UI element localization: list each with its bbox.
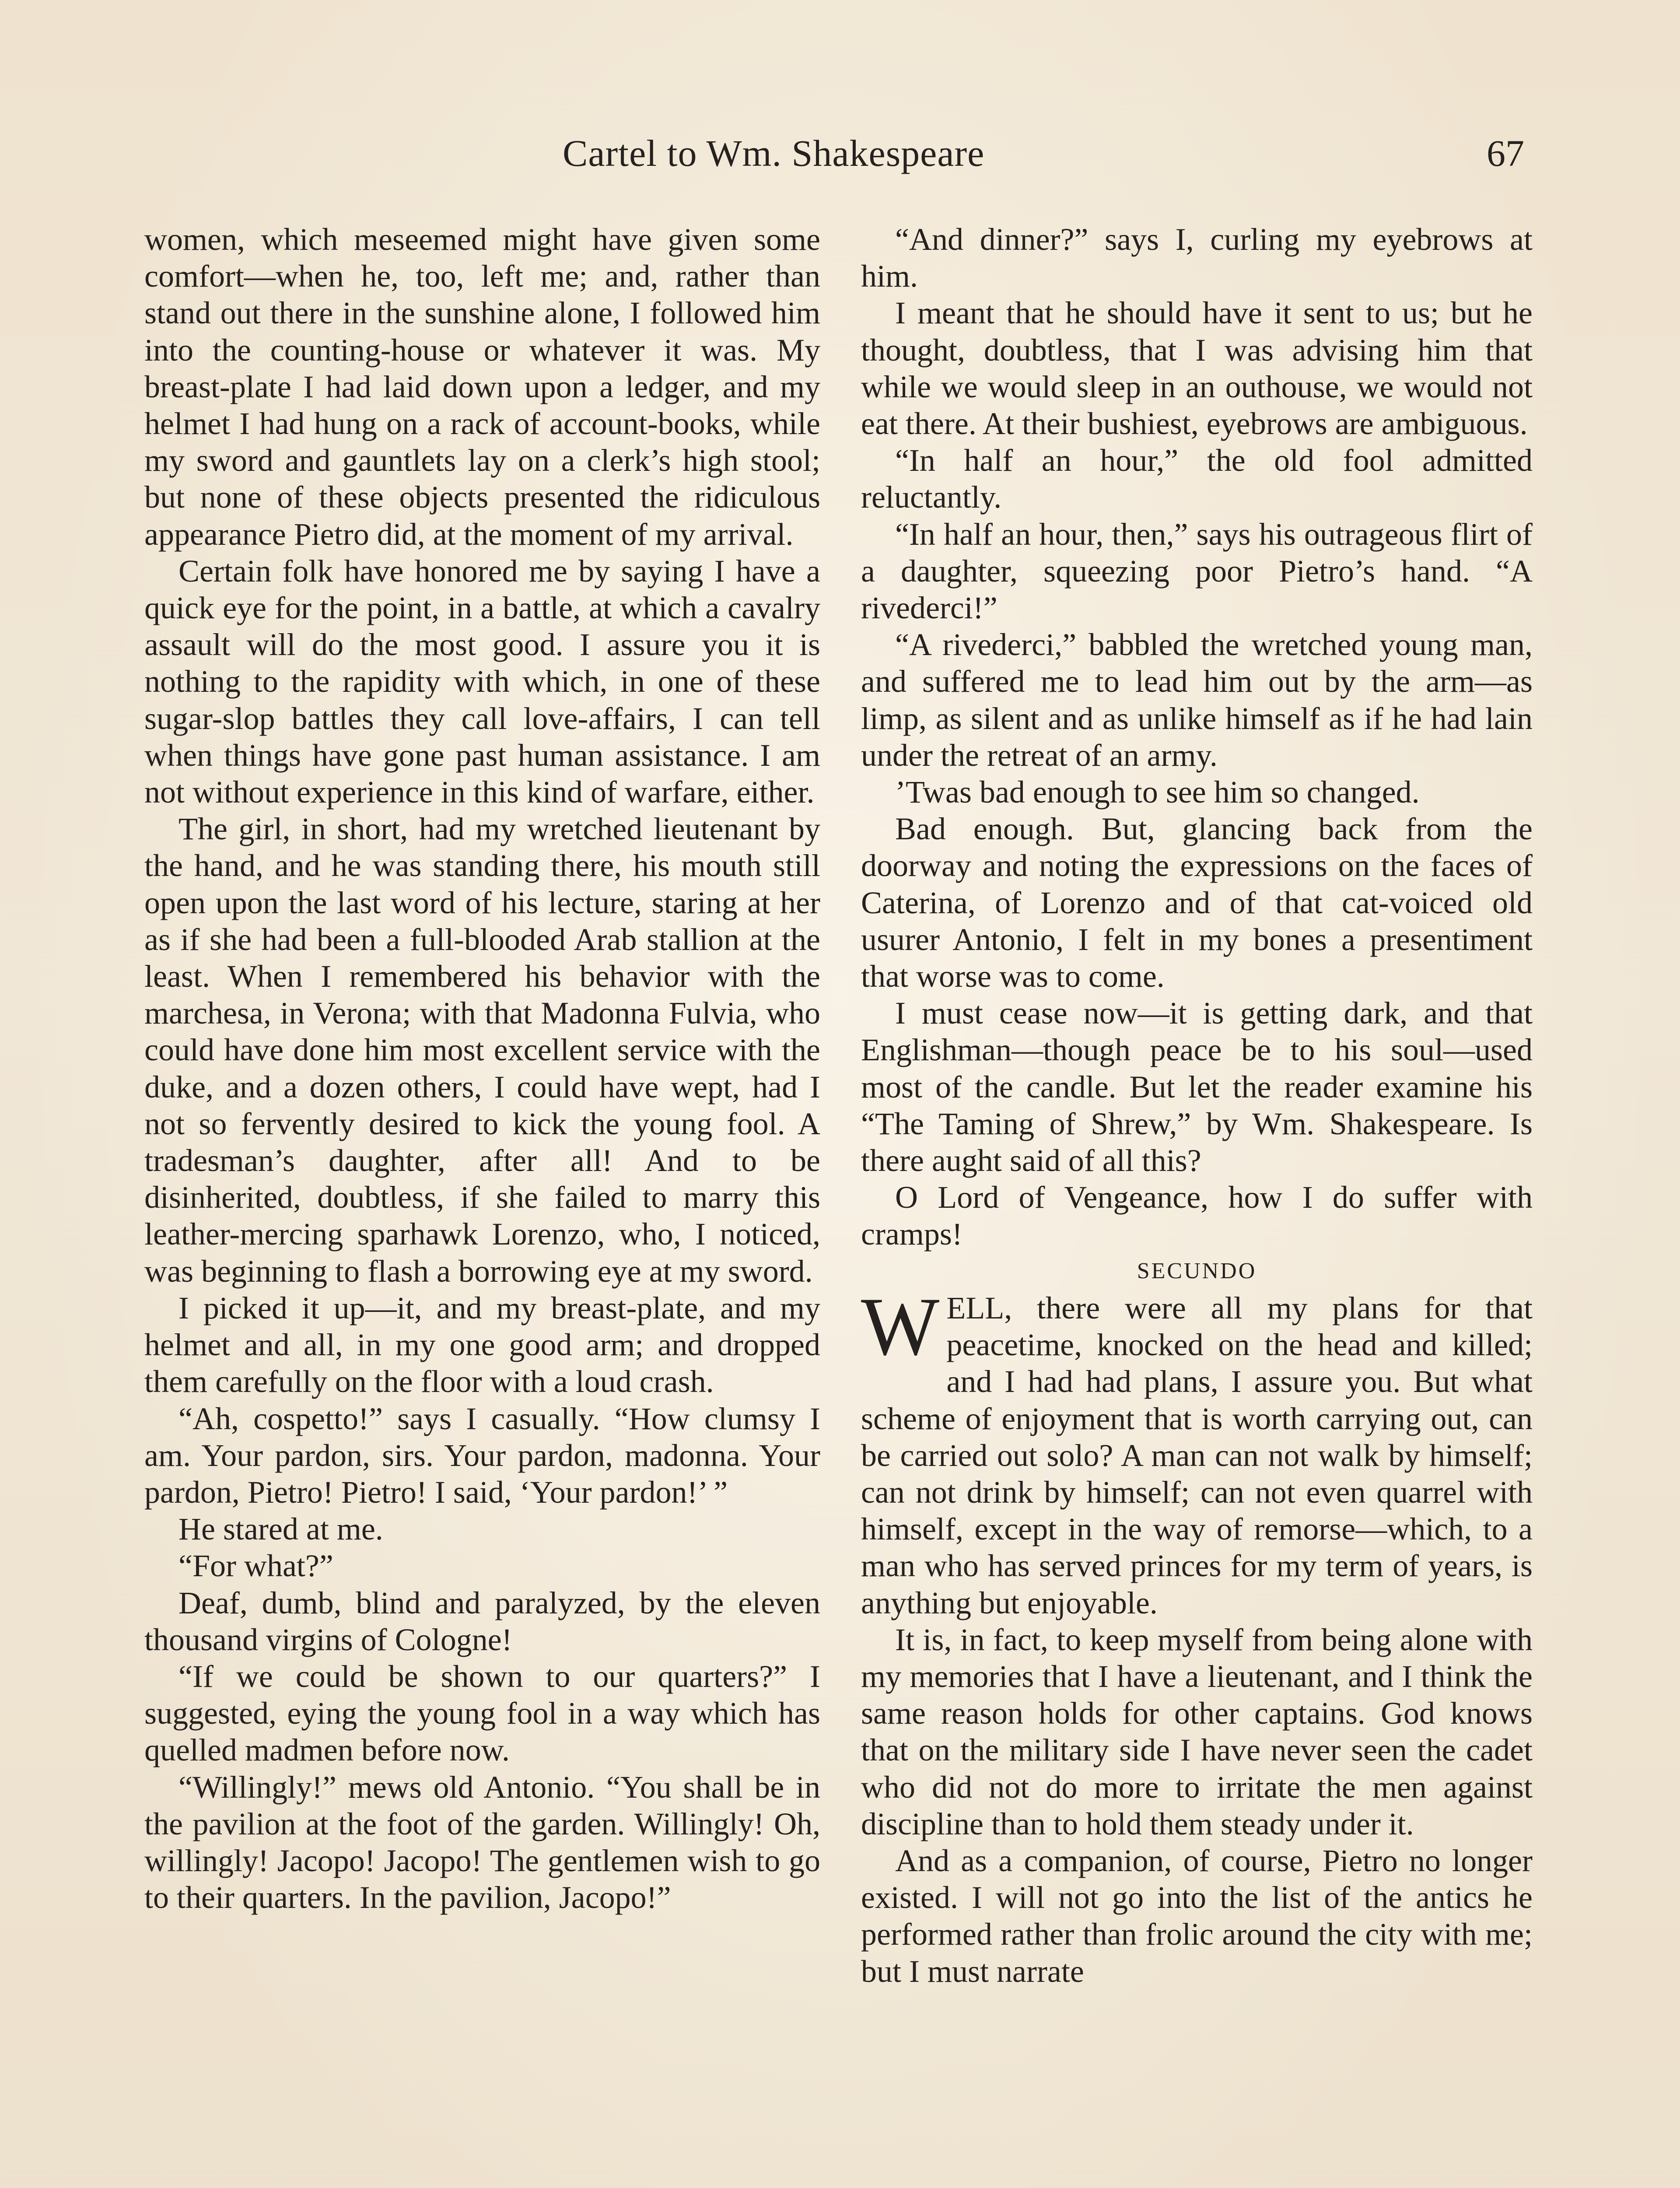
paragraph: “Ah, cospetto!” says I casually. “How clumsy I am. Your pardon, sirs. Your pardon, madonna. Your pardon, Pietro! Pietro! I said, ‘Your pardon!’ ” (144, 1401, 820, 1510)
paragraph: “In half an hour, then,” says his outrageous flirt of a daughter, squeezing poor Pietro’s hand. “A rivederci!” (861, 516, 1533, 626)
paragraph-with-drop-cap (861, 1280, 1533, 1621)
paragraph: It is, in fact, to keep myself from being alone with my memories that I have a lieutenant, and I think the same reason holds for other captains. God knows that on the military side I have never seen the cadet who did not do more to irritate the men against discipline than to hold them steady under it. (861, 1622, 1533, 1841)
paragraph: “In half an hour,” the old fool admitted reluctantly. (861, 443, 1533, 515)
right-text-column (861, 221, 1533, 1990)
paragraph: Deaf, dumb, blind and paralyzed, by the eleven thousand virgins of Cologne! (144, 1585, 820, 1657)
left-text-column (144, 221, 820, 1916)
paragraph: I meant that he should have it sent to us; but he thought, doubtless, that I was advising him that while we would sleep in an outhouse, we would not eat there. At their bushiest, eyebrows are ambiguous. (861, 295, 1533, 442)
paragraph: “Willingly!” mews old Antonio. “You shall be in the pavilion at the foot of the garden. Willingly! Oh, willingly! Jacopo! Jacopo! The gentlemen wish to go to their quarters. In the pavilion, Jacopo!” (144, 1769, 820, 1915)
paragraph: “For what?” (178, 1548, 333, 1584)
paragraph: women, which meseemed might have given some comfort—when he, too, left me; and, rather than stand out there in the sunshine alone, I followed him into the counting-house or whatever it was. My breast-plate I had laid down upon a ledger, and my helmet I had hung on a rack of account-books, while my sword and gauntlets lay on a clerk’s high stool; but none of these objects presented the ridiculous appearance Pietro did, at the moment of my arrival. (144, 222, 820, 552)
paragraph: “And dinner?” says I, curling my eyebrows at him. (861, 222, 1533, 294)
drop-cap: W (861, 1280, 940, 1373)
paragraph: “A rivederci,” babbled the wretched young man, and suffered me to lead him out by the arm—as limp, as silent and as unlike himself as if he had lain under the retreat of an army. (861, 627, 1533, 773)
paragraph: Bad enough. But, glancing back from the doorway and noting the expressions on the faces of Caterina, of Lorenzo and of that cat-voiced old usurer Antonio, I felt in my bones a presentiment that worse was to come. (861, 811, 1533, 994)
section-heading: SECUNDO (1137, 1258, 1257, 1283)
paragraph: O Lord of Vengeance, how I do suffer with cramps! (861, 1180, 1533, 1252)
paragraph: I must cease now—it is getting dark, and that Englishman—though peace be to his soul—used most of the candle. But let the reader examine his “The Taming of Shrew,” by Wm. Shakespeare. Is there aught said of all this? (861, 996, 1533, 1178)
paragraph: He stared at me. (178, 1511, 383, 1547)
paragraph: I picked it up—it, and my breast-plate, and my helmet and all, in my one good arm; and dropped them carefully on the floor with a loud crash. (144, 1290, 820, 1399)
paragraph: And as a companion, of course, Pietro no longer existed. I will not go into the list of the antics he performed rather than frolic around the city with me; but I must narrate (861, 1843, 1533, 1989)
page-number: 67 (1487, 132, 1524, 174)
paragraph: The girl, in short, had my wretched lieutenant by the hand, and he was standing there, his mouth still open upon the last word of his lecture, staring at her as if she had been a full-blooded Arab stallion at the least. When I remembered his behavior with the marchesa, in Verona; with that Madonna Fulvia, who could have done him most excellent service with the duke, and a dozen others, I could have wept, had I not so fervently desired to kick the young fool. A tradesman’s daughter, after all! And to be disinherited, doubtless, if she failed to marry this leather-mercing sparhawk Lorenzo, who, I noticed, was beginning to flash a borrowing eye at my sword. (144, 811, 820, 1289)
running-title: Cartel to Wm. Shakespeare (563, 132, 985, 174)
paragraph: Certain folk have honored me by saying I have a quick eye for the point, in a battle, at which a cavalry assault will do the most good. I assure you it is nothing to the rapidity with which, in one of these sugar-slop battles they call love-affairs, I can tell when things have gone past human assistance. I am not without experience in this kind of warfare, either. (144, 553, 820, 810)
paragraph: “If we could be shown to our quarters?” I suggested, eying the young fool in a way which has quelled madmen before now. (144, 1659, 820, 1768)
paragraph: ’Twas bad enough to see him so changed. (895, 775, 1420, 810)
paragraph-text: ELL, there were all my plans for that peacetime, knocked on the head and killed; and I had had plans, I assure you. But what scheme of enjoyment that is worth carrying out, can be carried out solo? A man can not walk by himself; can not drink by himself; can not even quarrel with himself, except in the way of remorse—which, to a man who has served princes for my term of years, is anything but enjoyable. (861, 1290, 1533, 1620)
